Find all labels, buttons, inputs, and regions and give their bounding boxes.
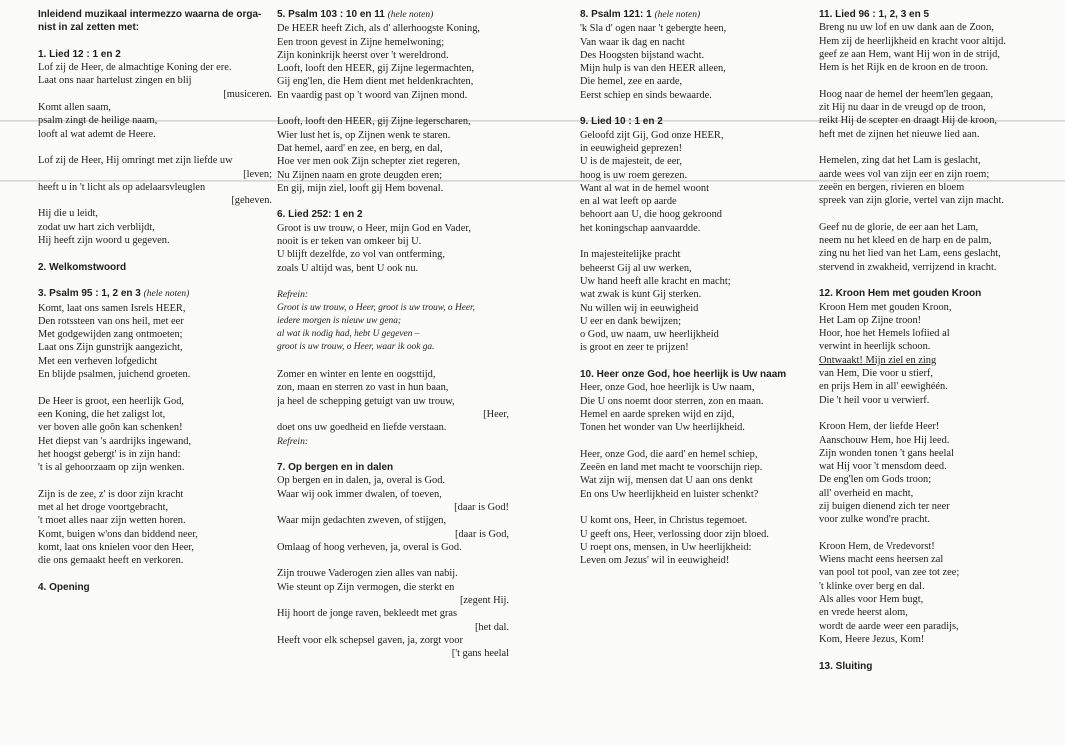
verse xyxy=(38,302,272,382)
verse-line: nooit is er teken van omkeer bij U. xyxy=(277,236,422,248)
verse-line: Waar wij ook immer dwalen, of toeven, xyxy=(277,488,442,500)
verse xyxy=(580,514,802,567)
song-title: 7. Op bergen en in dalen xyxy=(277,462,394,474)
verse-line: zij buigen dienend zich ter neer xyxy=(819,500,950,512)
verse-line: Tonen het wonder van Uw heerlijkheid. xyxy=(580,422,745,434)
verse xyxy=(819,301,1047,407)
verse-line: Als alles voor Hem bugt, xyxy=(819,594,924,606)
refrain-label: Refrein: xyxy=(277,289,309,301)
song-title: 11. Lied 96 : 1, 2, 3 en 5 xyxy=(819,9,930,20)
verse-line: Groot is uw trouw, o Heer, mijn God en Vader, xyxy=(277,222,471,234)
verse-line: neem nu het kleed en de harp en de palm, xyxy=(819,235,992,247)
spacer xyxy=(819,207,1047,220)
verse-line: heft met de zijnen het nieuwe lied aan. xyxy=(819,128,980,140)
spacer xyxy=(277,355,509,368)
verse xyxy=(277,368,509,434)
song-heading xyxy=(819,287,1047,300)
spacer xyxy=(38,274,272,287)
verse-line: En vaardig past op 't woord van Zijnen mond. xyxy=(277,89,468,101)
verse-line: Heer, onze God, die aard' en hemel schiep, xyxy=(580,448,758,460)
verse-line: De HEER heeft Zich, als d' allerhoogste Koning, xyxy=(277,23,480,35)
verse-line: Lof zij de Heer, Hij omringt met zijn liefde uw xyxy=(38,155,233,167)
verse-line: Mijn hulp is van den HEER alleen, xyxy=(580,63,726,75)
verse-line: iedere morgen is nieuw uw gena; xyxy=(277,315,402,326)
verse-line: [daar is God! xyxy=(454,501,509,513)
verse-line: Die U ons noemt door sterren, zon en maan. xyxy=(580,395,764,407)
song-heading xyxy=(38,261,272,274)
verse-line: Een troon gevest in Zijne hemelwoning; xyxy=(277,36,445,48)
column-3 xyxy=(580,8,802,567)
verse-line: aarde wees vol van zijn eer en zijn roem; xyxy=(819,168,990,180)
verse-line: [zegent Hij. xyxy=(459,595,509,607)
verse-line: ver boven alle goôn kan schenken! xyxy=(38,422,183,434)
verse-line: Groot is uw trouw, o Heer, groot is uw trouw, o Heer, xyxy=(277,302,476,313)
verse-line: Wiens macht eens heersen zal xyxy=(819,554,944,566)
song-title: 6. Lied 252: 1 en 2 xyxy=(277,209,363,221)
verse-line: stervend in zwakheid, verrijzend in kracht. xyxy=(819,261,997,273)
spacer xyxy=(38,141,272,154)
spacer xyxy=(38,567,272,580)
verse-line: [daar is God, xyxy=(455,528,509,540)
verse-line: hoog is uw roem gerezen. xyxy=(580,169,688,181)
verse-line: al wat ik nodig had, hebt U gegeven – xyxy=(277,329,420,340)
verse-line: Hoor, hoe het Hemels lofiied al xyxy=(819,328,950,340)
spacer xyxy=(38,474,272,487)
spacer xyxy=(38,381,272,394)
verse-line: behoort aan U, die hoog gekroond xyxy=(580,209,722,221)
spacer xyxy=(38,35,272,48)
song-title: 4. Opening xyxy=(38,581,90,593)
song-heading xyxy=(38,287,272,301)
spacer xyxy=(580,355,802,368)
verse-line: Hemelen, zing dat het Lam is geslacht, xyxy=(819,155,981,167)
song-heading xyxy=(580,368,802,381)
song-heading xyxy=(819,660,1047,673)
verse-line: [Heer, xyxy=(483,408,509,420)
verse-line: psalm zingt de heilige naam, xyxy=(38,115,158,127)
verse xyxy=(580,22,802,102)
verse-line: een Koning, die het zaligst lot, xyxy=(38,408,166,420)
verse-line: 't klinke over berg en dal. xyxy=(819,580,925,592)
song-heading xyxy=(277,461,509,474)
verse-line: Omlaag of hoog verheven, ja, overal is God. xyxy=(277,541,462,553)
song-title: 2. Welkomstwoord xyxy=(38,261,127,273)
verse-line: Hij heeft zijn woord u gegeven. xyxy=(38,235,170,247)
verse xyxy=(277,115,509,195)
verse xyxy=(580,129,802,235)
verse xyxy=(819,540,1047,646)
song-title: 12. Kroon Hem met gouden Kroon xyxy=(819,288,982,300)
song-heading xyxy=(819,8,1047,21)
verse-line: Wat zijn wij, mensen dat U aan ons denkt xyxy=(580,475,753,487)
verse-line: met al het droge voortgebracht, xyxy=(38,501,169,513)
song-title: 10. Heer onze God, hoe heerlijk is Uw naam xyxy=(580,369,787,381)
verse xyxy=(277,222,509,275)
verse-line: Komt, buigen w'ons dan biddend neer, xyxy=(38,528,198,540)
verse xyxy=(38,395,272,475)
verse-line: U eer en dank bewijzen; xyxy=(580,315,681,327)
verse-line: zeeën en bergen, rivieren en bloem xyxy=(819,181,965,193)
verse-line: zing nu het lied van het Lam, eens geslacht, xyxy=(819,248,1001,260)
verse-line: Looft, looft den HEER, gij Zijne legerscharen, xyxy=(277,116,471,128)
verse xyxy=(277,567,509,660)
verse-line: Zeeën en land met macht te voorschijn riep. xyxy=(580,462,763,474)
verse-line: ['t gans heelal xyxy=(451,648,509,660)
verse-line: Die hemel, zee en aarde, xyxy=(580,76,683,88)
verse-line: Wier lust het is, op Zijnen wenk te staren. xyxy=(277,129,451,141)
verse-line: Breng nu uw lof en uw dank aan de Zoon, xyxy=(819,22,994,34)
verse-line: in eeuwigheid geprezen! xyxy=(580,142,683,154)
verse-line: zit Hij nu daar in de vreugd op de troon, xyxy=(819,102,986,114)
verse-line: Geloofd zijt Gij, God onze HEER, xyxy=(580,129,724,141)
verse-line: komt, laat ons knielen voor den Heer, xyxy=(38,541,194,553)
verse-line: Aanschouw Hem, hoe Hij leed. xyxy=(819,434,950,446)
verse-line: [het dal. xyxy=(474,621,509,633)
verse-line: 'k Sla d' ogen naar 't gebergte heen, xyxy=(580,23,727,35)
verse-line: Waar mijn gedachten zweven, of stijgen, xyxy=(277,515,447,527)
verse-line: 't is al gehoorzaam op zijn wenken. xyxy=(38,462,185,474)
verse xyxy=(38,488,272,568)
verse-line: [musiceren. xyxy=(223,88,272,100)
song-title: 8. Psalm 121: 1 xyxy=(580,9,652,20)
spacer xyxy=(277,448,509,461)
song-heading xyxy=(38,48,272,61)
verse xyxy=(819,420,1047,526)
spacer xyxy=(38,247,272,260)
song-heading xyxy=(580,115,802,128)
spacer xyxy=(819,274,1047,287)
verse-line: Kroon Hem, de Vredevorst! xyxy=(819,540,935,552)
verse-line: Kom, Heere Jezus, Kom! xyxy=(819,633,925,645)
spacer xyxy=(277,195,509,208)
intro-line: nist in zal zetten met: xyxy=(38,22,140,34)
verse xyxy=(819,154,1047,207)
verse-line: Heeft voor elk schepsel gaven, ja, zorgt voor xyxy=(277,634,463,646)
verse-line: ja heel de schepping getuigt van uw trouw, xyxy=(277,395,455,407)
song-title: 9. Lied 10 : 1 en 2 xyxy=(580,116,663,128)
song-heading xyxy=(277,8,509,22)
song-title: 13. Sluiting xyxy=(819,660,873,672)
verse-line: Hem is het Rijk en de kroon en de troon. xyxy=(819,62,989,74)
verse xyxy=(38,154,272,247)
verse-line: U geeft ons, Heer, verlossing door zijn bloed. xyxy=(580,528,769,540)
verse-line: Hoog naar de hemel der heem'len gegaan, xyxy=(819,88,994,100)
verse-line: Hij hoort de jonge raven, bekleedt met gras xyxy=(277,608,458,620)
verse-line: Laat ons naar hartelust zingen en blij xyxy=(38,75,192,87)
verse-line: o God, uw naam, uw heerlijkheid xyxy=(580,329,719,341)
verse-line: Nu willen wij in eeuwigheid xyxy=(580,302,699,314)
column-1 xyxy=(38,8,272,594)
verse xyxy=(580,248,802,354)
column-4 xyxy=(819,8,1047,673)
verse-line: Uw hand heeft alle kracht en macht; xyxy=(580,275,731,287)
spacer xyxy=(819,527,1047,540)
spacer xyxy=(819,407,1047,420)
verse xyxy=(819,88,1047,141)
verse-line: en al wat leeft op aarde xyxy=(580,196,677,208)
verse-line: reikt Hij de scepter en draagt Hij de kroon, xyxy=(819,115,998,127)
verse xyxy=(580,448,802,501)
verse xyxy=(277,474,509,554)
verse-line: En ons Uw heerlijkheid en luister schenkt? xyxy=(580,488,759,500)
verse-line: De Heer is groot, een heerlijk God, xyxy=(38,395,184,407)
verse-line: Den rotssteen van ons heil, met eer xyxy=(38,315,184,327)
verse-line: [geheven. xyxy=(231,195,272,207)
song-note: (hele noten) xyxy=(654,10,701,20)
verse-line: Gij eng'len, die Hem dient met heldenkrachten, xyxy=(277,76,474,88)
verse-line: Het Lam op Zijne troon! xyxy=(819,314,922,326)
verse-line: Met godgewijden zang ontmoeten; xyxy=(38,329,183,341)
verse-line: wat zwak is kunt Gij sterken. xyxy=(580,289,702,301)
verse xyxy=(819,221,1047,274)
song-title: 1. Lied 12 : 1 en 2 xyxy=(38,48,121,60)
verse-line: U blijft dezelfde, zo vol van ontferming, xyxy=(277,249,445,261)
verse-line: U komt ons, Heer, in Christus tegemoet. xyxy=(580,515,748,527)
verse-line: Die 't heil voor u verwierf. xyxy=(819,394,930,406)
verse-line: Kroon Hem, der liefde Heer! xyxy=(819,421,940,433)
verse-line: Want al wat in de hemel woont xyxy=(580,182,710,194)
verse-line: Hem zij de heerlijkheid en kracht voor altijd. xyxy=(819,35,1006,47)
verse-line: U is de majesteit, de eer, xyxy=(580,156,683,168)
verse-line: U roept ons, mensen, in Uw heerlijkheid: xyxy=(580,541,752,553)
intro-line: Inleidend muzikaal intermezzo waarna de orga- xyxy=(38,9,262,20)
verse-line: en prijs Hem in all' eewighéén. xyxy=(819,381,948,393)
verse-line: Heer, onze God, hoe heerlijk is Uw naam, xyxy=(580,382,755,394)
verse-line: wat Hij voor 't mensdom deed. xyxy=(819,461,947,473)
verse-line: Looft, looft den HEER, gij Zijne legermachten, xyxy=(277,63,475,75)
verse-line: is groot en zeer te prijzen! xyxy=(580,342,689,354)
verse-line: van Hem, Die voor u stierf, xyxy=(819,368,933,380)
verse-line: spreek van zijn glorie, vertel van zijn macht. xyxy=(819,195,1004,207)
verse-line: In majesteitelijke pracht xyxy=(580,249,681,261)
verse-line: Zijn is de zee, z' is door zijn kracht xyxy=(38,488,184,500)
song-note: (hele noten) xyxy=(143,289,190,300)
verse-line: [leven; xyxy=(243,168,272,180)
verse-line: Dat hemel, aard' en zee, en berg, en dal, xyxy=(277,142,443,154)
verse-line: Zijn koninkrijk heerst over 't wereldrond. xyxy=(277,49,449,61)
verse-line: Zijn trouwe Vaderogen zien alles van nabij. xyxy=(277,568,458,580)
verse-line: doet ons uw goedheid en liefde verstaan. xyxy=(277,422,447,434)
verse-line: het hoogst gebergt' is in zijn hand: xyxy=(38,448,181,460)
song-heading xyxy=(277,208,509,221)
verse-line: en vrede heerst alom, xyxy=(819,607,908,619)
verse-line: De eng'len om Gods troon; xyxy=(819,474,932,486)
song-heading xyxy=(38,581,272,594)
spacer xyxy=(580,435,802,448)
spacer xyxy=(277,102,509,115)
verse-line: Geef nu de glorie, de eer aan het Lam, xyxy=(819,221,979,233)
song-title: 3. Psalm 95 : 1, 2 en 3 xyxy=(38,288,141,300)
verse-line: En gij, mijn ziel, looft gij Hem bovenal. xyxy=(277,182,444,194)
verse-line: Nu Zijnen naam en grote deugden eren; xyxy=(277,169,443,181)
verse-line: all' overheid en macht, xyxy=(819,487,914,499)
spacer xyxy=(277,554,509,567)
verse-line: voor zulke wond're pracht. xyxy=(819,514,930,526)
refrain-label: Refrein: xyxy=(277,435,309,447)
verse xyxy=(580,381,802,434)
spacer xyxy=(580,501,802,514)
verse-line: 't moet alles naar zijn wetten horen. xyxy=(38,515,186,527)
spacer xyxy=(819,141,1047,154)
verse-line: Ontwaakt! Mijn ziel en zing xyxy=(819,354,937,366)
verse-line: Hemel en aarde spreken wijd en zijd, xyxy=(580,408,735,420)
song-title: 5. Psalm 103 : 10 en 11 xyxy=(277,9,385,20)
verse-line: die ons gemaakt heeft en verkoren. xyxy=(38,555,184,567)
verse-line: Hoe ver men ook Zijn schepter ziet regeren, xyxy=(277,156,460,168)
spacer xyxy=(580,102,802,115)
verse-line: zoals U altijd was, bent U ook nu. xyxy=(277,262,419,274)
verse-line: Van waar ik dag en nacht xyxy=(580,36,685,48)
verse-line: van pool tot pool, van zee tot zee; xyxy=(819,567,960,579)
verse-line: Lof zij de Heer, de almachtige Koning der ere. xyxy=(38,62,232,74)
verse-line: Laat ons Zijn gunstrijk aangezicht, xyxy=(38,342,183,354)
verse-line: Wie steunt op Zijn vermogen, die sterkt en xyxy=(277,581,455,593)
verse-line: Des Hoogsten bijstand wacht. xyxy=(580,49,705,61)
column-2 xyxy=(277,8,509,661)
verse-line: geef ze aan Hem, want Hij won in de strijd, xyxy=(819,48,1000,60)
verse-line: looft al wat ademt de Heere. xyxy=(38,128,156,140)
verse xyxy=(819,21,1047,74)
verse-line: En blijde psalmen, juichend groeten. xyxy=(38,369,191,381)
verse-line: Eerst schiep en sinds bewaarde. xyxy=(580,89,712,101)
verse-line: Hij die u leidt, xyxy=(38,208,99,220)
verse-line: Zijn wonden tonen 't gans heelal xyxy=(819,447,954,459)
spacer xyxy=(277,275,509,288)
song-note: (hele noten) xyxy=(387,10,434,20)
intro-text xyxy=(38,8,272,35)
verse-line: wordt de aarde weer een paradijs, xyxy=(819,620,959,632)
verse-line: groot is uw trouw, o Heer, waar ik ook ga. xyxy=(277,342,435,353)
spacer xyxy=(580,235,802,248)
verse-line: Het diepst van 's aardrijks ingewand, xyxy=(38,435,192,447)
refrain-text xyxy=(277,302,509,355)
verse-line: verwint in heerlijk schoon. xyxy=(819,341,931,353)
verse-line: Leven om Jezus' wil in eeuwigheid! xyxy=(580,555,730,567)
verse-line: heeft u in 't licht als op adelaarsvleuglen xyxy=(38,181,206,193)
spacer xyxy=(819,74,1047,87)
verse-line: Komt, laat ons samen Isrels HEER, xyxy=(38,302,186,314)
song-heading xyxy=(580,8,802,22)
spacer xyxy=(819,646,1047,659)
verse-line: Kroon Hem met gouden Kroon, xyxy=(819,301,952,313)
verse-line: zon, maan en sterren zo vast in hun baan, xyxy=(277,382,449,394)
verse-line: het koningschap aanvaardde. xyxy=(580,222,701,234)
verse-line: Komt allen saam, xyxy=(38,102,112,114)
verse-line: Met een verheven lofgedicht xyxy=(38,355,158,367)
verse-line: Op bergen en in dalen, ja, overal is God. xyxy=(277,475,446,487)
verse xyxy=(277,22,509,102)
verse-line: Zomer en winter en lente en oogsttijd, xyxy=(277,369,436,381)
verse-line: beheerst Gij al uw werken, xyxy=(580,262,692,274)
verse-line: zodat uw hart zich verblijdt, xyxy=(38,221,155,233)
verse xyxy=(38,61,272,141)
